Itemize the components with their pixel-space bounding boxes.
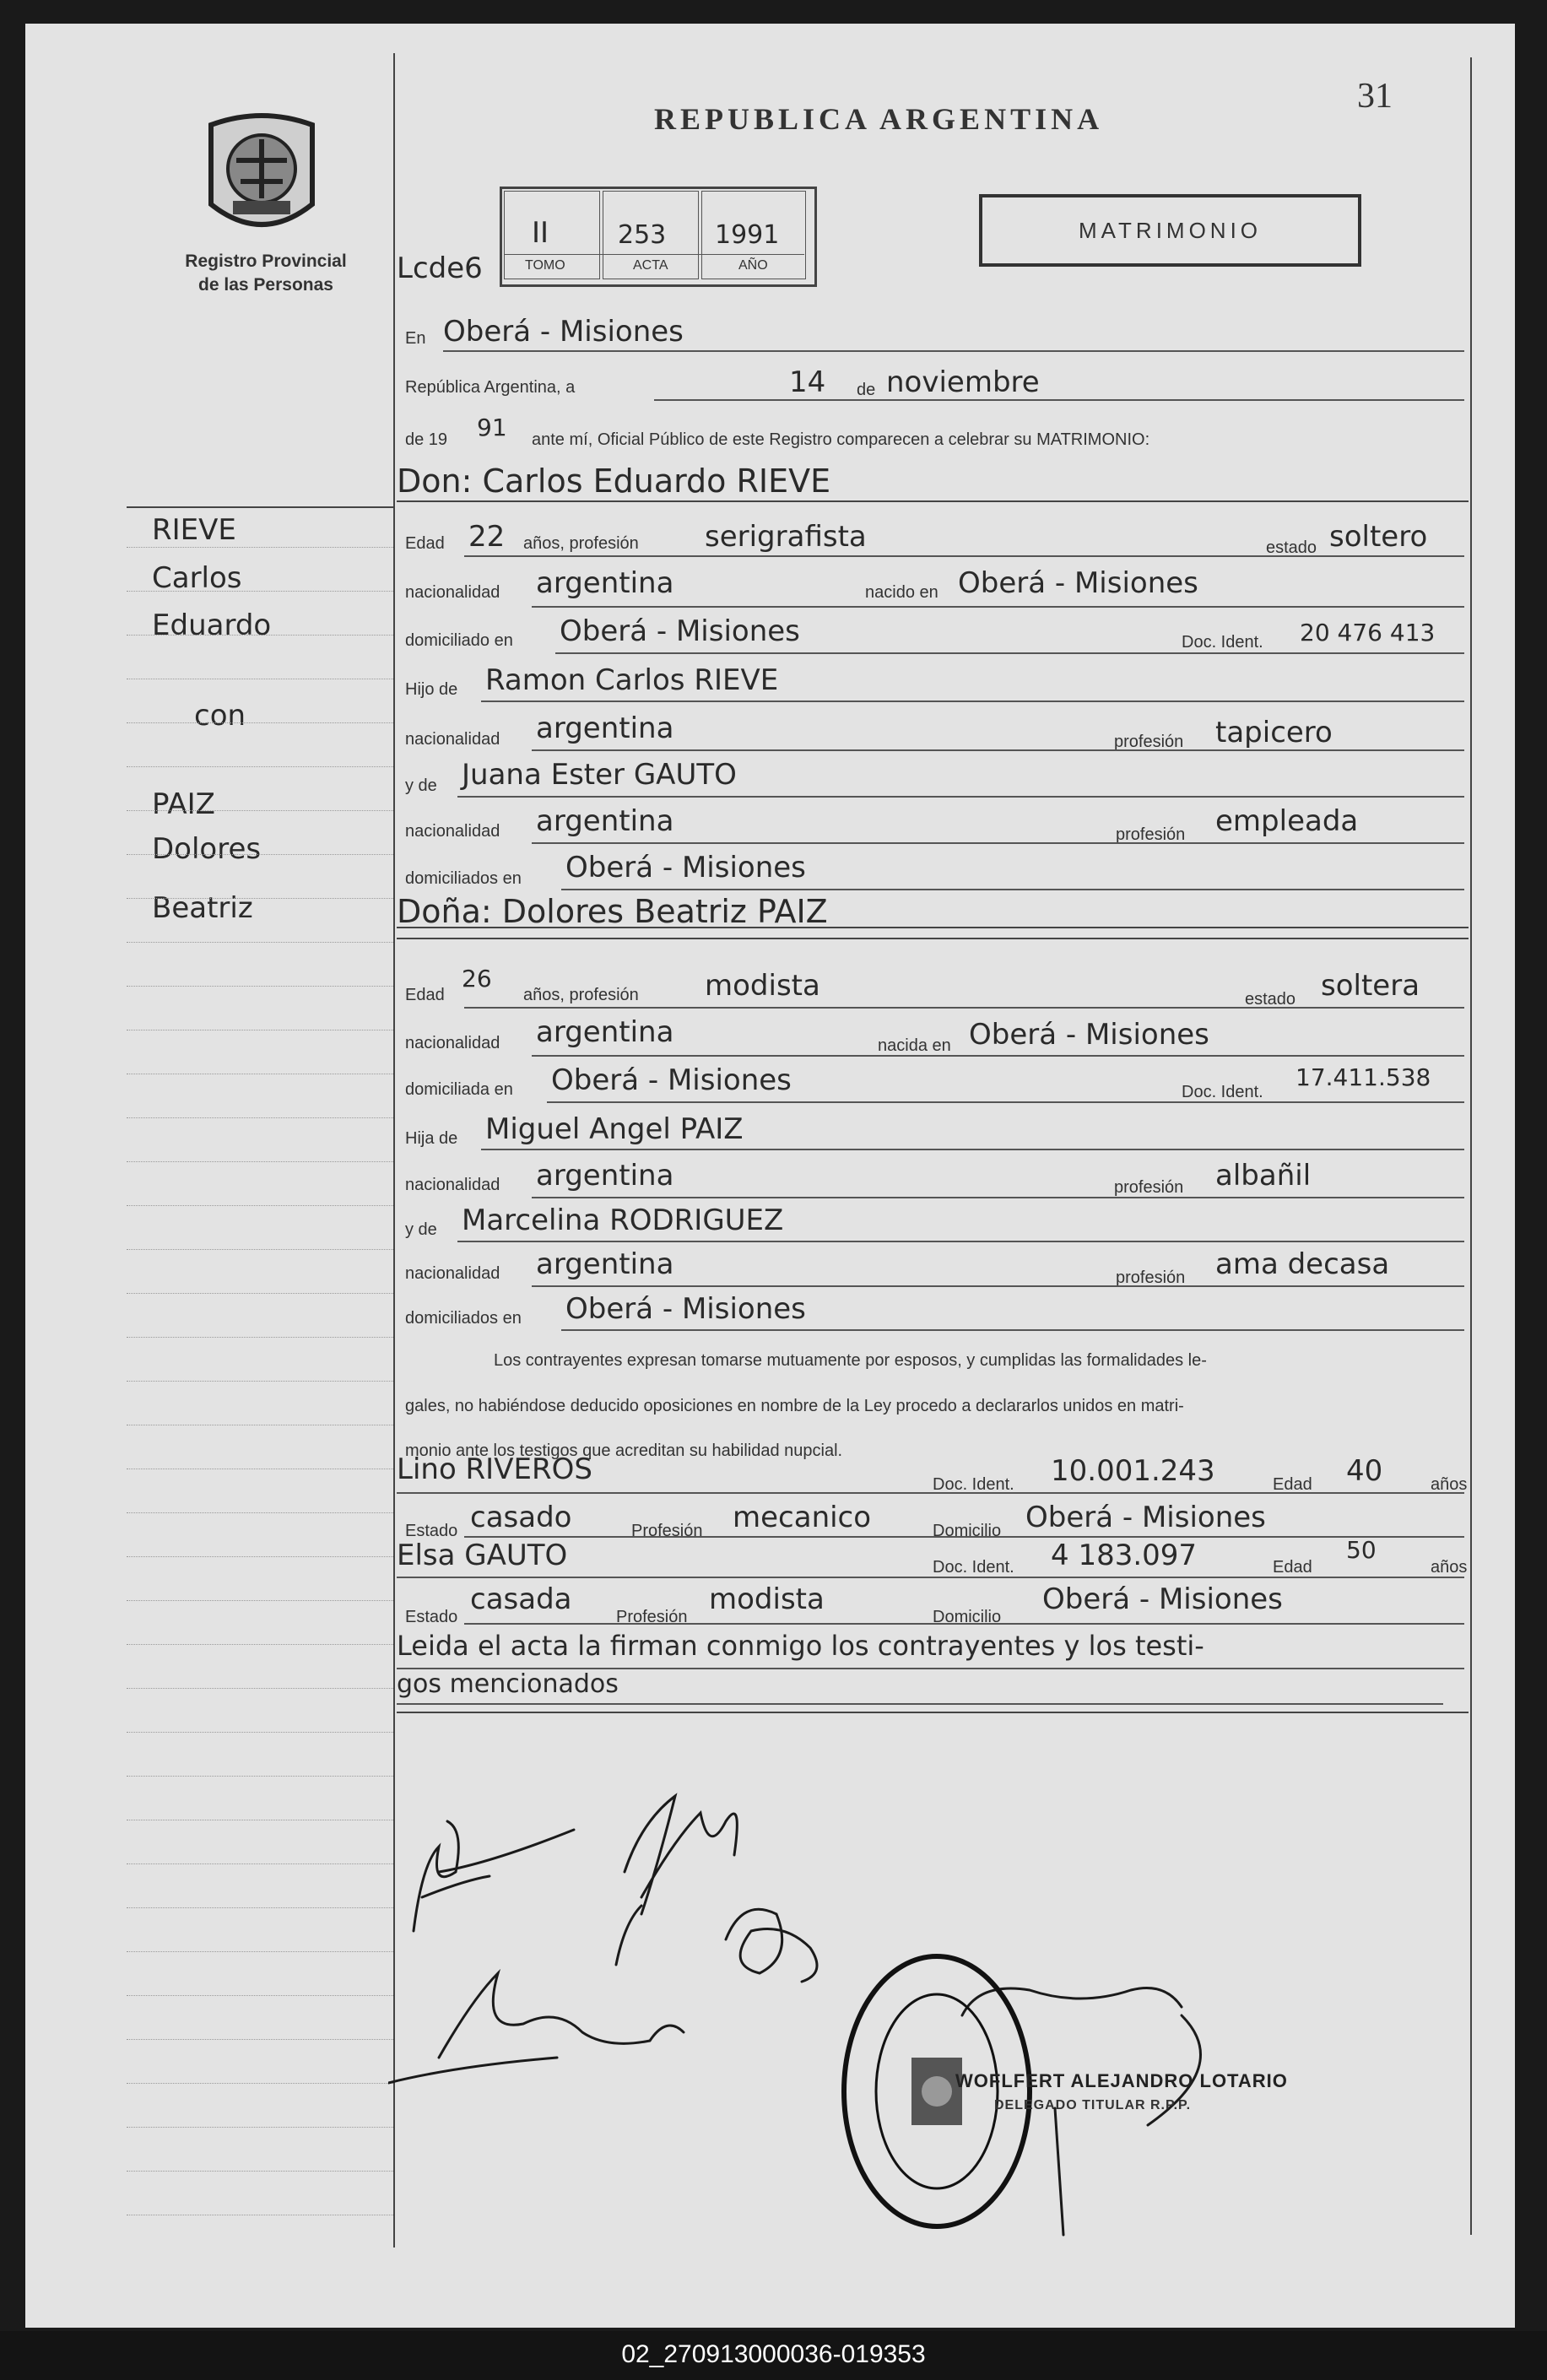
groom-birthplace: Oberá - Misiones	[958, 566, 1198, 600]
ruled-line	[127, 942, 393, 943]
label: domiciliados en	[405, 1309, 522, 1328]
officer-title: DELEGADO TITULAR R.P.P.	[994, 2098, 1192, 2112]
label: nacionalidad	[405, 730, 500, 749]
page-number: 31	[1357, 77, 1393, 116]
tomo-value: II	[532, 216, 549, 250]
label: años, profesión	[523, 986, 639, 1004]
label: profesión	[1116, 825, 1186, 844]
footer-code: 02_270913000036-019353	[621, 2340, 926, 2368]
declaration-text: monio ante los testigos que acreditan su habilidad nupcial.	[405, 1442, 843, 1460]
label: nacionalidad	[405, 583, 500, 602]
witness1-doc: 10.001.243	[1051, 1454, 1215, 1488]
ruled-line	[127, 1995, 393, 1996]
document-page	[25, 24, 1515, 2328]
label: y de	[405, 776, 437, 795]
signatures-area	[388, 1728, 1477, 2252]
declaration-text: Los contrayentes expresan tomarse mutuamente por esposos, y cumplidas las formalidades le-	[494, 1351, 1207, 1370]
ruled-line	[127, 1293, 393, 1294]
ruled-line	[127, 1205, 393, 1206]
label: Doc. Ident.	[1182, 1083, 1263, 1101]
witness1-age: 40	[1346, 1454, 1383, 1488]
label: profesión	[1116, 1268, 1186, 1287]
signature-witness1	[388, 1973, 684, 2083]
bride-parents-domicile: Oberá - Misiones	[565, 1292, 806, 1326]
ruled-line	[127, 766, 393, 767]
label: Hija de	[405, 1129, 458, 1148]
de-label: de	[857, 381, 876, 399]
fill-line	[464, 555, 1464, 557]
signature-witness2	[726, 1909, 817, 1982]
label: nacida en	[878, 1036, 951, 1055]
fill-line	[547, 1101, 1464, 1103]
republica-label: República Argentina, a	[405, 378, 576, 397]
label: Edad	[405, 986, 445, 1004]
groom-profession: serigrafista	[705, 520, 867, 554]
ano-label: AÑO	[738, 258, 768, 273]
ruled-line	[127, 854, 393, 855]
label: domiciliado en	[405, 631, 513, 650]
witness2-name: Elsa GAUTO	[397, 1539, 568, 1572]
fill-line	[464, 1536, 1464, 1538]
fill-line	[397, 1703, 1443, 1705]
closing-text: Leida el acta la firman conmigo los contrayentes y los testi-	[397, 1630, 1204, 1662]
label: Profesión	[631, 1522, 703, 1540]
fill-line	[532, 749, 1464, 751]
margin-separator	[127, 506, 393, 508]
officer-name: WOFLFERT ALEJANDRO LOTARIO	[955, 2070, 1288, 2091]
label: años	[1431, 1475, 1468, 1494]
ruled-line	[127, 1512, 393, 1513]
label: Estado	[405, 1608, 458, 1626]
declaration-text: gales, no habiéndose deducido oposiciones en nombre de la Ley procedo a declararlos unidos en matri-	[405, 1397, 1184, 1415]
doc-type-box: MATRIMONIO	[979, 194, 1361, 267]
signature-groom	[414, 1821, 574, 1931]
ruled-line	[127, 635, 393, 636]
label: años	[1431, 1558, 1468, 1577]
label: profesión	[1114, 733, 1184, 751]
ano-value: 1991	[715, 220, 780, 250]
label: Doc. Ident.	[933, 1475, 1014, 1494]
label: Edad	[1273, 1475, 1312, 1494]
fill-line	[561, 889, 1464, 890]
label: nacionalidad	[405, 822, 500, 841]
fill-line	[457, 1241, 1464, 1242]
bride-profession: modista	[705, 969, 820, 1003]
ruled-line	[127, 810, 393, 811]
witness2-age: 50	[1346, 1536, 1377, 1564]
ruled-line	[127, 1863, 393, 1864]
ruled-line	[127, 986, 393, 987]
groom-name: Don: Carlos Eduardo RIEVE	[397, 462, 831, 500]
ruled-line	[127, 2083, 393, 2084]
fill-line	[654, 399, 1464, 401]
ruled-line	[127, 1732, 393, 1733]
witness2-profession: modista	[709, 1582, 825, 1616]
label: nacionalidad	[405, 1264, 500, 1283]
fill-line	[532, 842, 1464, 844]
label: nacionalidad	[405, 1176, 500, 1194]
fill-line	[532, 1197, 1464, 1198]
registry-name: Registro Provincial de las Personas	[185, 252, 347, 295]
closing-text: gos mencionados	[397, 1669, 619, 1699]
groom-mother-profession: empleada	[1215, 804, 1359, 838]
country-heading: REPUBLICA ARGENTINA	[654, 102, 1104, 136]
witness1-name: Lino RIVEROS	[397, 1452, 592, 1486]
fill-line	[561, 1329, 1464, 1331]
label: nacido en	[865, 583, 938, 602]
witness1-domicile: Oberá - Misiones	[1025, 1501, 1266, 1534]
groom-father-profession: tapicero	[1215, 716, 1333, 749]
fill-line	[464, 1623, 1464, 1625]
bride-father-nationality: argentina	[536, 1159, 674, 1193]
margin-name: Beatriz	[152, 891, 253, 925]
label: domiciliada en	[405, 1080, 513, 1099]
bride-mother: Marcelina RODRIGUEZ	[462, 1204, 784, 1237]
fill-line	[532, 606, 1464, 608]
ruled-line	[127, 1600, 393, 1601]
ruled-line	[127, 547, 393, 548]
margin-name: Carlos	[152, 561, 242, 595]
groom-nationality: argentina	[536, 566, 674, 600]
ruled-line	[127, 591, 393, 592]
label: Domicilio	[933, 1522, 1002, 1540]
groom-parents-domicile: Oberá - Misiones	[565, 851, 806, 884]
label: nacionalidad	[405, 1034, 500, 1052]
margin-name: Eduardo	[152, 609, 272, 642]
label: estado	[1245, 990, 1296, 1009]
bride-mother-nationality: argentina	[536, 1247, 674, 1281]
witness2-doc: 4 183.097	[1051, 1539, 1198, 1572]
fill-line	[397, 1577, 1464, 1578]
year-suffix: 91	[477, 414, 507, 441]
ruled-line	[127, 1688, 393, 1689]
ruled-line	[127, 1907, 393, 1908]
margin-code: Lcde6	[397, 252, 483, 285]
fill-line	[464, 1007, 1464, 1009]
groom-mother-nationality: argentina	[536, 804, 674, 838]
acta-label: ACTA	[633, 258, 668, 273]
label: Domicilio	[933, 1608, 1002, 1626]
label: años, profesión	[523, 534, 639, 553]
bride-nationality: argentina	[536, 1015, 674, 1049]
fill-line	[443, 350, 1464, 352]
groom-father-nationality: argentina	[536, 711, 674, 745]
ruled-line	[127, 1117, 393, 1118]
ruled-line	[127, 2171, 393, 2172]
label: estado	[1266, 538, 1317, 557]
bride-age: 26	[462, 965, 492, 993]
label: Doc. Ident.	[1182, 633, 1263, 652]
appearance-text: ante mí, Oficial Público de este Registro comparecen a celebrar su MATRIMONIO:	[532, 430, 1150, 449]
ruled-line	[127, 1337, 393, 1338]
fill-line	[457, 796, 1464, 798]
label: Estado	[405, 1522, 458, 1540]
label: Edad	[1273, 1558, 1312, 1577]
ruled-line	[127, 1249, 393, 1250]
tomo-label: TOMO	[525, 258, 565, 273]
witness1-profession: mecanico	[733, 1501, 872, 1534]
label: domiciliados en	[405, 869, 522, 888]
place-value: Oberá - Misiones	[443, 315, 684, 349]
ruled-line	[127, 1381, 393, 1382]
ruled-line	[127, 1776, 393, 1777]
bride-father-profession: albañil	[1215, 1159, 1312, 1193]
ruled-line	[127, 1951, 393, 1952]
fill-line	[532, 1285, 1464, 1287]
margin-name: PAIZ	[152, 787, 215, 821]
label: y de	[405, 1220, 437, 1239]
bride-father: Miguel Angel PAIZ	[485, 1112, 744, 1146]
acta-value: 253	[618, 220, 667, 250]
province-emblem-icon	[203, 110, 321, 245]
bride-domicile: Oberá - Misiones	[551, 1063, 792, 1097]
fill-line	[555, 652, 1464, 654]
fill-line	[532, 1055, 1464, 1057]
groom-father: Ramon Carlos RIEVE	[485, 663, 779, 697]
ruled-line	[127, 1161, 393, 1162]
bride-name: Doña: Dolores Beatriz PAIZ	[397, 893, 828, 930]
groom-age: 22	[468, 520, 506, 554]
label: profesión	[1114, 1178, 1184, 1197]
month-value: noviembre	[886, 365, 1040, 399]
bride-mother-profession: ama decasa	[1215, 1247, 1390, 1281]
witness2-status: casada	[470, 1582, 572, 1616]
fill-line	[397, 1492, 1464, 1494]
year-prefix: de 19	[405, 430, 448, 449]
signature-bride	[616, 1796, 737, 1965]
bride-birthplace: Oberá - Misiones	[969, 1018, 1209, 1052]
bride-doc: 17.411.538	[1295, 1063, 1431, 1091]
witness2-domicile: Oberá - Misiones	[1042, 1582, 1283, 1616]
groom-mother: Juana Ester GAUTO	[462, 758, 737, 792]
label: Doc. Ident.	[933, 1558, 1014, 1577]
label: Hijo de	[405, 680, 458, 699]
margin-name: con	[194, 699, 246, 733]
ruled-line	[127, 898, 393, 899]
groom-doc: 20 476 413	[1300, 619, 1436, 646]
margin-name: RIEVE	[152, 513, 236, 547]
ruled-line	[127, 1644, 393, 1645]
groom-domicile: Oberá - Misiones	[560, 614, 800, 648]
margin-name: Dolores	[152, 832, 262, 866]
day-value: 14	[789, 365, 826, 399]
ruled-line	[127, 2127, 393, 2128]
label: Edad	[405, 534, 445, 553]
ruled-line	[127, 2039, 393, 2040]
ruled-line	[127, 1556, 393, 1557]
en-label: En	[405, 329, 426, 348]
groom-status: soltero	[1329, 520, 1428, 554]
bride-status: soltera	[1321, 969, 1420, 1003]
ruled-line	[127, 722, 393, 723]
witness1-status: casado	[470, 1501, 572, 1534]
label: Profesión	[616, 1608, 688, 1626]
fill-line	[481, 1149, 1464, 1150]
fill-line	[481, 700, 1464, 702]
